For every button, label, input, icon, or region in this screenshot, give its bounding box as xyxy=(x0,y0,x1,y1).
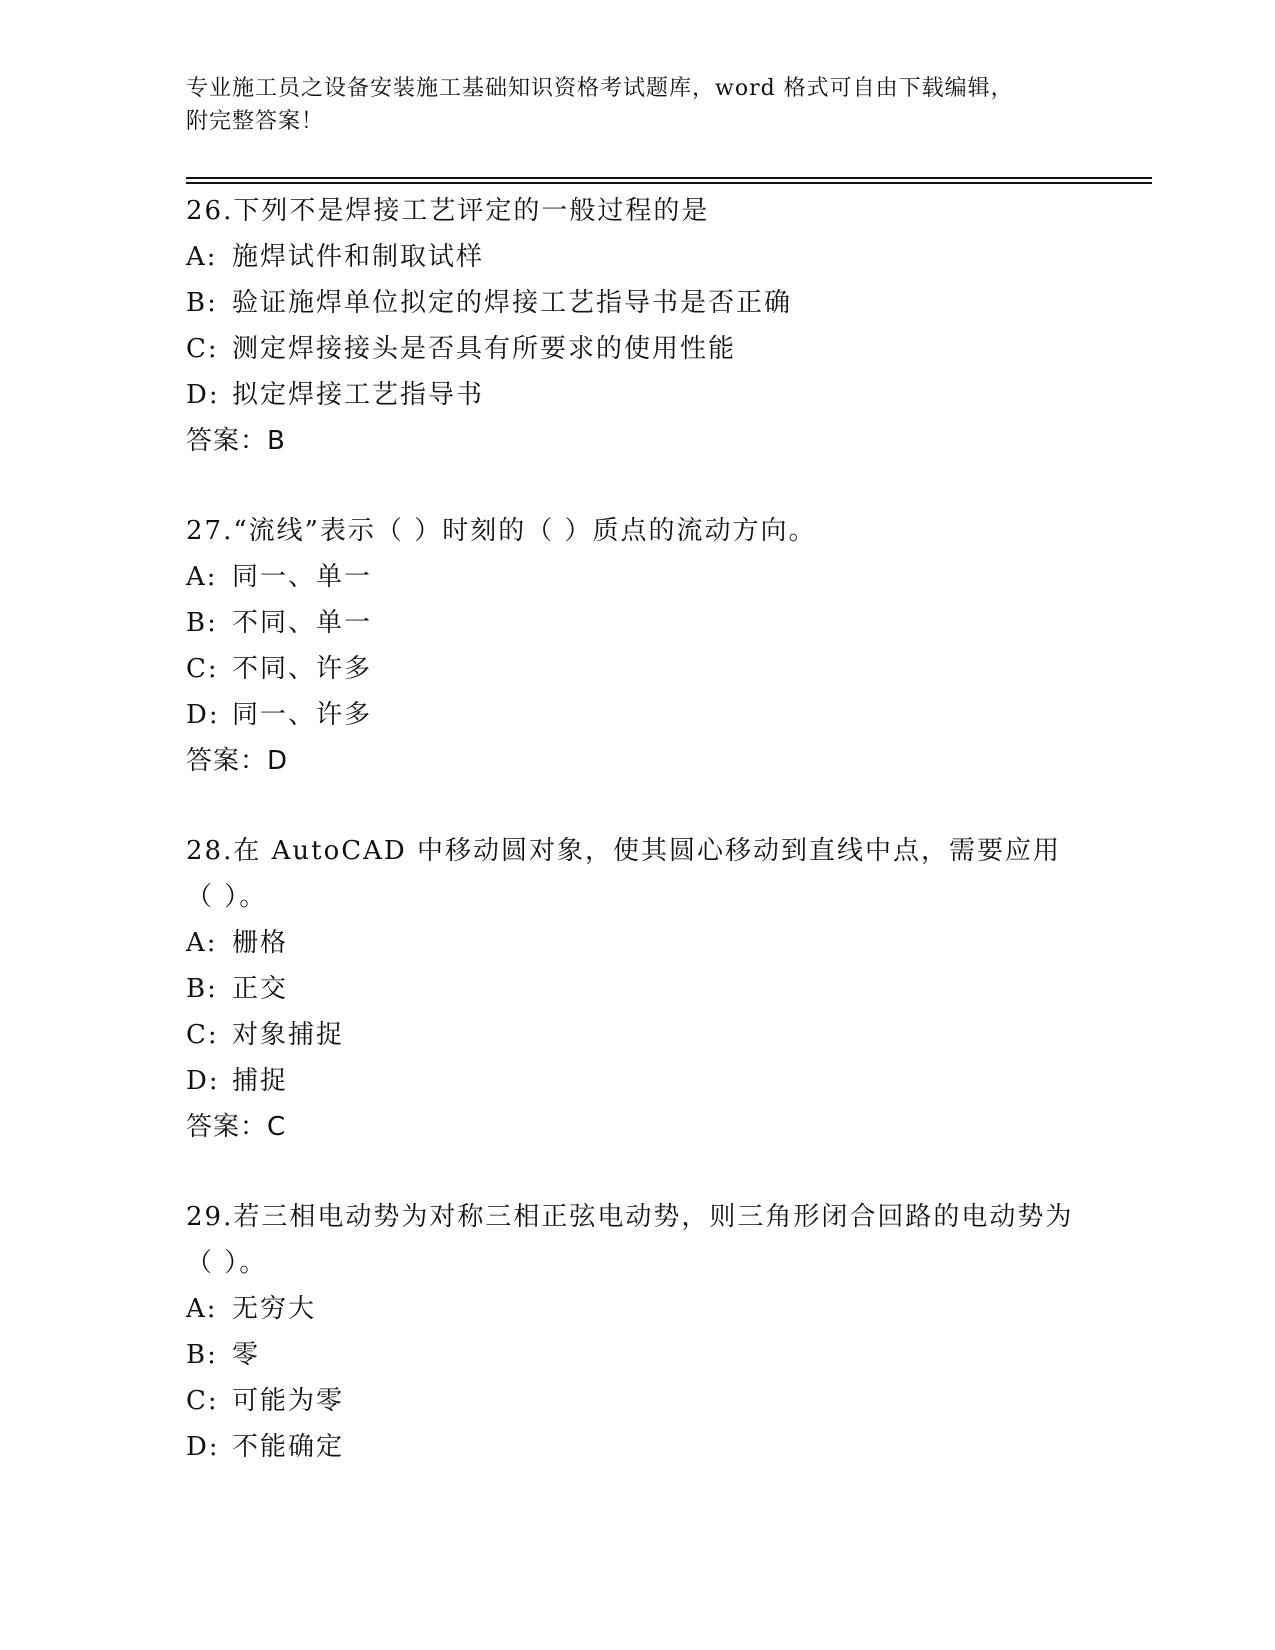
option-text: 零 xyxy=(232,1340,261,1370)
option-c xyxy=(186,1378,1086,1424)
header-line-2: 附完整答案！ xyxy=(186,109,325,134)
option-letter: B: xyxy=(186,974,218,1004)
question-list xyxy=(186,188,1086,1514)
option-letter: B: xyxy=(186,608,218,638)
option-text: 正交 xyxy=(232,974,289,1004)
option-letter: C: xyxy=(186,334,219,364)
question-stem: 28.在 AutoCAD 中移动圆对象，使其圆心移动到直线中点，需要应用（ ）。 xyxy=(186,836,1062,912)
option-c xyxy=(186,646,1086,692)
option-text: 测定焊接接头是否具有所要求的使用性能 xyxy=(232,334,737,364)
option-b xyxy=(186,966,1086,1012)
answer-line: 答案：B xyxy=(186,426,286,456)
option-text: 拟定焊接工艺指导书 xyxy=(232,380,485,410)
option-a xyxy=(186,554,1086,600)
option-letter: D: xyxy=(186,700,220,730)
option-a xyxy=(186,920,1086,966)
header-line-1: 专业施工员之设备安装施工基础知识资格考试题库，word 格式可自由下载编辑， xyxy=(186,76,1014,101)
question-stem: 29.若三相电动势为对称三相正弦电动势，则三角形闭合回路的电动势为（ ）。 xyxy=(186,1202,1074,1278)
question-29 xyxy=(186,1194,1086,1470)
option-text: 不同、许多 xyxy=(232,654,373,684)
option-a xyxy=(186,234,1086,280)
option-letter: D: xyxy=(186,1066,220,1096)
question-stem: 27.“流线”表示（ ）时刻的（ ）质点的流动方向。 xyxy=(186,516,817,546)
option-letter: D: xyxy=(186,380,220,410)
option-letter: C: xyxy=(186,1020,219,1050)
option-d xyxy=(186,1058,1086,1104)
question-stem: 26.下列不是焊接工艺评定的一般过程的是 xyxy=(186,196,710,226)
option-letter: C: xyxy=(186,1386,219,1416)
option-letter: A: xyxy=(186,562,218,592)
option-letter: B: xyxy=(186,1340,218,1370)
option-c xyxy=(186,1012,1086,1058)
option-text: 同一、单一 xyxy=(232,562,373,592)
question-26 xyxy=(186,188,1086,464)
option-c xyxy=(186,326,1086,372)
option-letter: B: xyxy=(186,288,218,318)
option-a xyxy=(186,1286,1086,1332)
option-b xyxy=(186,280,1086,326)
answer-line: 答案：D xyxy=(186,746,289,776)
document-header xyxy=(186,72,1086,138)
option-d xyxy=(186,692,1086,738)
option-b xyxy=(186,1332,1086,1378)
option-d xyxy=(186,1424,1086,1470)
option-text: 施焊试件和制取试样 xyxy=(232,242,485,272)
option-text: 验证施焊单位拟定的焊接工艺指导书是否正确 xyxy=(232,288,793,318)
option-text: 对象捕捉 xyxy=(232,1020,345,1050)
question-27 xyxy=(186,508,1086,784)
option-text: 不能确定 xyxy=(232,1432,345,1462)
option-text: 捕捉 xyxy=(232,1066,289,1096)
header-divider-top xyxy=(186,177,1152,179)
option-b xyxy=(186,600,1086,646)
option-text: 同一、许多 xyxy=(232,700,373,730)
option-letter: A: xyxy=(186,928,218,958)
option-text: 不同、单一 xyxy=(232,608,373,638)
option-text: 无穷大 xyxy=(232,1294,317,1324)
answer-line: 答案：C xyxy=(186,1112,287,1142)
header-divider-bottom xyxy=(186,182,1152,184)
option-letter: A: xyxy=(186,242,218,272)
option-d xyxy=(186,372,1086,418)
option-letter: A: xyxy=(186,1294,218,1324)
question-28 xyxy=(186,828,1086,1150)
option-letter: C: xyxy=(186,654,219,684)
option-letter: D: xyxy=(186,1432,220,1462)
option-text: 栅格 xyxy=(232,928,289,958)
option-text: 可能为零 xyxy=(232,1386,345,1416)
